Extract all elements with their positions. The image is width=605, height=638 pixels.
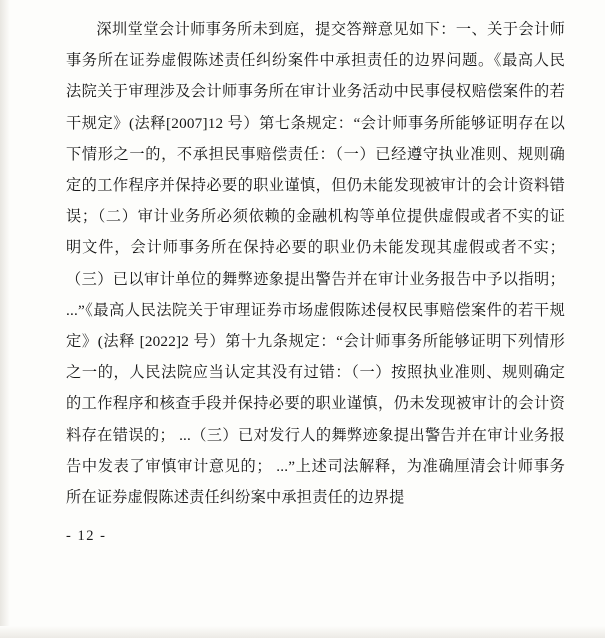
page-number: - 12 - (66, 528, 107, 544)
page-edge-shadow-bottom (0, 626, 605, 638)
body-paragraph: 深圳堂堂会计师事务所未到庭，提交答辩意见如下：一、关于会计师事务所在证券虚假陈述责任纠纷案件中承担责任的边界问题。《最高人民法院关于审理涉及会计师事务所在审计业务活动中民事侵权赔偿案件的若干规定》(法释[2007]12 号）第七条规定：“会计师事务所能够证明存在以下情形之一的，不承担民事赔偿责任：（一）已经遵守执业准则、规则确定的工作程序并保持必要的职业谨慎，但仍未能发现被审计的会计资料错误；（二）审计业务所必须依赖的金融机构等单位提供虚假或者不实的证明文件，会计师事务所在保持必要的职业仍未能发现其虚假或者不实；（三）已以审计单位的舞弊迹象提出警告并在审计业务报告中予以指明； ...”《最高人民法院关于审理证券市场虚假陈述侵权民事赔偿案件的若干规定》(法释 [2022]2 号）第十九条规定：“会计师事务所能够证明下列情形之一的，人民法院应当认定其没有过错：（一）按照执业准则、规则确定的工作程序和核查手段并保持必要的职业谨慎，仍未发现被审计的会计资料存在错误的； ...（三）已对发行人的舞弊迹象提出警告并在审计业务报告中发表了审慎审计意见的； ...”上述司法解释，为准确厘清会计师事务所在证券虚假陈述责任纠纷案中承担责任的边界提 (66, 21, 569, 507)
page-edge-shadow-left (0, 0, 10, 638)
